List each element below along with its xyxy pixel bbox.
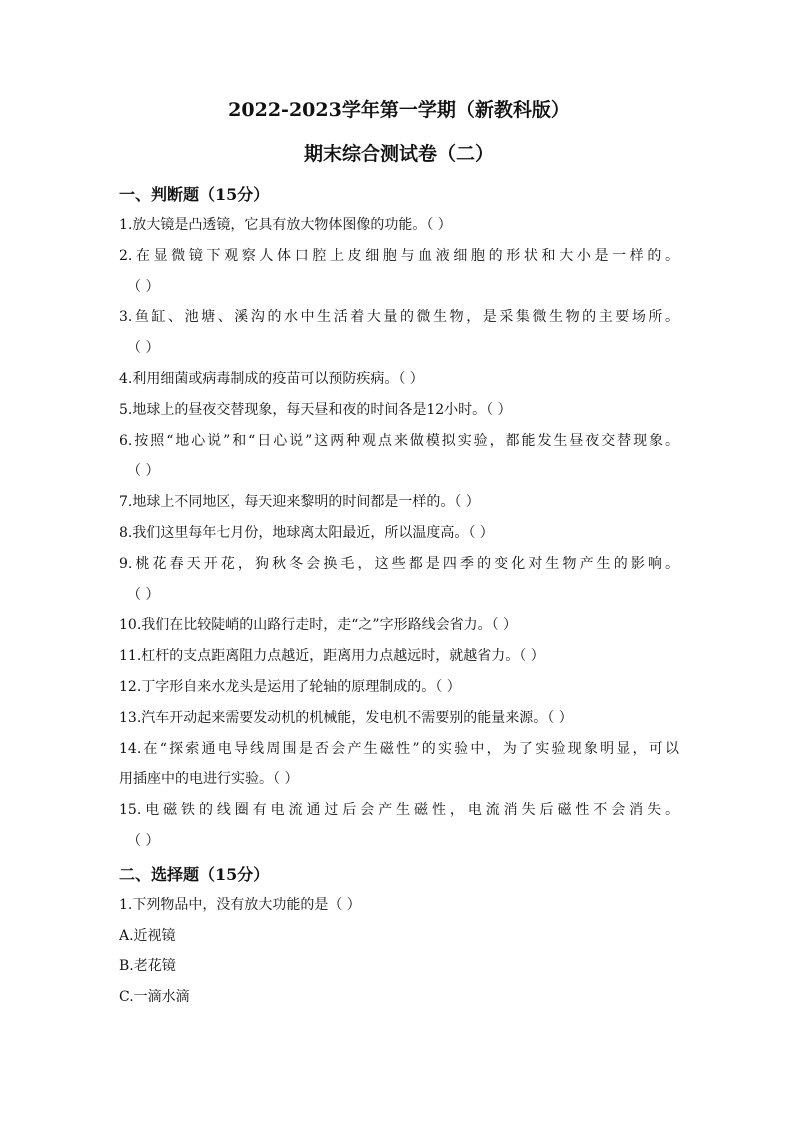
answer-blank: （ ） xyxy=(127,340,160,357)
question-line: 10.我们在比较陡峭的山路行走时，走“之”字形路线会省力。（ ） xyxy=(119,617,518,634)
answer-blank: （ ） xyxy=(127,832,160,849)
question-line: 12.丁字形自来水龙头是运用了轮轴的原理制成的。（ ） xyxy=(119,678,461,695)
question-line: 8.我们这里每年七月份，地球离太阳最近，所以温度高。（ ） xyxy=(119,524,494,541)
section-heading-judgment: 一、判断题（15分） xyxy=(119,185,270,204)
question-line: 4.利用细菌或病毒制成的疫苗可以预防疾病。（ ） xyxy=(119,370,424,387)
answer-blank: （ ） xyxy=(127,463,160,480)
choice-option: B.老花镜 xyxy=(119,958,176,975)
question-line: 5.地球上的昼夜交替现象，每天昼和夜的时间各是12小时。（ ） xyxy=(119,401,512,418)
question-line: 14.在“探索通电导线周围是否会产生磁性”的实验中，为了实验现象明显，可以 xyxy=(119,740,679,757)
answer-blank: （ ） xyxy=(127,586,160,603)
question-line: 3.鱼缸、池塘、溪沟的水中生活着大量的微生物，是采集微生物的主要场所。 xyxy=(119,309,679,326)
question-line: 用插座中的电进行实验。（ ） xyxy=(119,771,299,788)
question-line: 11.杠杆的支点距离阻力点越近，距离用力点越远时，就越省力。（ ） xyxy=(119,648,545,665)
question-line: 9.桃花春天开花，狗秋冬会换毛，这些都是四季的变化对生物产生的影响。 xyxy=(119,555,679,572)
question-line: 15.电磁铁的线圈有电流通过后会产生磁性，电流消失后磁性不会消失。 xyxy=(119,802,679,819)
question-line: 1.下列物品中，没有放大功能的是（ ） xyxy=(119,896,361,913)
document-title: 2022-2023学年第一学期（新教科版） xyxy=(228,99,570,121)
document-subtitle: 期末综合测试卷（二） xyxy=(303,143,494,165)
answer-blank: （ ） xyxy=(127,278,160,295)
question-line: 7.地球上不同地区，每天迎来黎明的时间都是一样的。（ ） xyxy=(119,494,480,511)
question-line: 2.在显微镜下观察人体口腔上皮细胞与血液细胞的形状和大小是一样的。 xyxy=(119,247,679,264)
choice-option: C.一滴水滴 xyxy=(119,989,190,1006)
question-line: 6.按照“地心说”和“日心说”这两种观点来做模拟实验，都能发生昼夜交替现象。 xyxy=(119,432,679,449)
question-line: 13.汽车开动起来需要发动机的机械能，发电机不需要别的能量来源。（ ） xyxy=(119,709,573,726)
choice-option: A.近视镜 xyxy=(119,927,176,944)
page-content xyxy=(119,96,679,1013)
section-heading-choice: 二、选择题（15分） xyxy=(119,864,270,884)
question-line: 1.放大镜是凸透镜，它具有放大物体图像的功能。（ ） xyxy=(119,217,452,233)
